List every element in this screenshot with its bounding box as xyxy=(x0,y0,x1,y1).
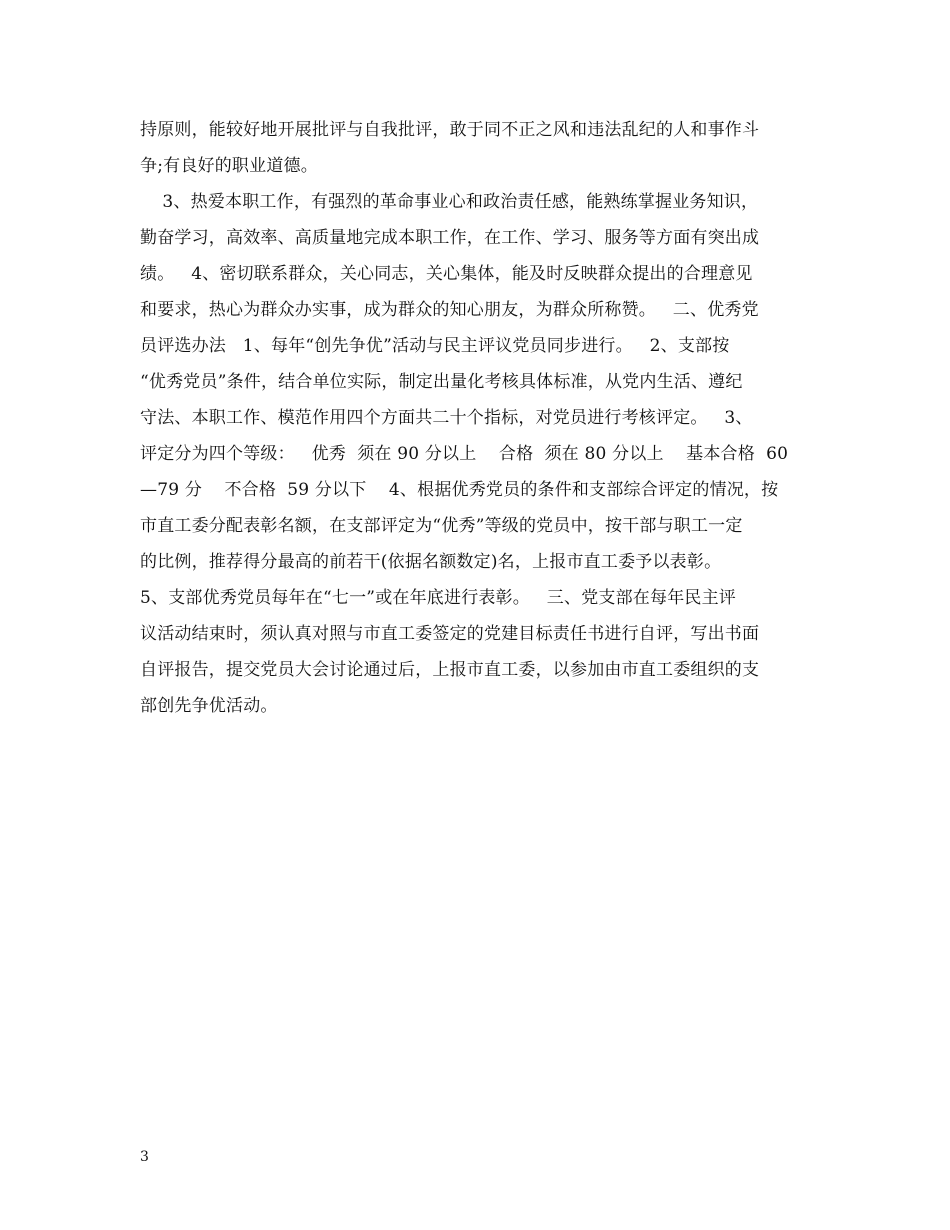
text-line: 持原则，能较好地开展批评与自我批评，敢于同不正之风和违法乱纪的人和事作斗 xyxy=(140,120,760,140)
text-line: “优秀党员”条件，结合单位实际，制定出量化考核具体标准，从党内生活、遵纪 xyxy=(140,372,743,392)
text-line: 绩。 4、密切联系群众，关心同志，关心集体，能及时反映群众提出的合理意见 xyxy=(140,264,753,284)
text-line: 争;有良好的职业道德。 xyxy=(140,156,318,176)
text-line: 自评报告，提交党员大会讨论通过后，上报市直工委，以参加由市直工委组织的支 xyxy=(140,660,760,680)
text-line: 的比例，推荐得分最高的前若干(依据名额数定)名，上报市直工委予以表彰。 xyxy=(140,552,722,572)
text-line: 和要求，热心为群众办实事，成为群众的知心朋友，为群众所称赞。 二、优秀党 xyxy=(140,300,759,320)
text-line: 5、支部优秀党员每年在“七一”或在年底进行表彰。 三、党支部在每年民主评 xyxy=(140,588,737,608)
page-number: 3 xyxy=(140,1149,149,1165)
text-line: —79 分 不合格 59 分以下 4、根据优秀党员的条件和支部综合评定的情况，按 xyxy=(140,480,779,500)
text-line: 员评选办法 1、每年“创先争优”活动与民主评议党员同步进行。 2、支部按 xyxy=(140,336,730,356)
body-text xyxy=(140,112,820,724)
text-line: 评定分为四个等级： 优秀 须在 90 分以上 合格 须在 80 分以上 基本合格 60 xyxy=(140,444,789,464)
text-line: 部创先争优活动。 xyxy=(140,696,278,716)
text-line: 议活动结束时，须认真对照与市直工委签定的党建目标责任书进行自评，写出书面 xyxy=(140,624,760,644)
text-line: 守法、本职工作、模范作用四个方面共二十个指标，对党员进行考核评定。 3、 xyxy=(140,408,753,428)
text-line: 市直工委分配表彰名额，在支部评定为“优秀”等级的党员中，按干部与职工一定 xyxy=(140,516,743,536)
text-line: 3、热爱本职工作，有强烈的革命事业心和政治责任感，能熟练掌握业务知识， xyxy=(140,192,759,212)
text-line: 勤奋学习，高效率、高质量地完成本职工作，在工作、学习、服务等方面有突出成 xyxy=(140,228,760,248)
